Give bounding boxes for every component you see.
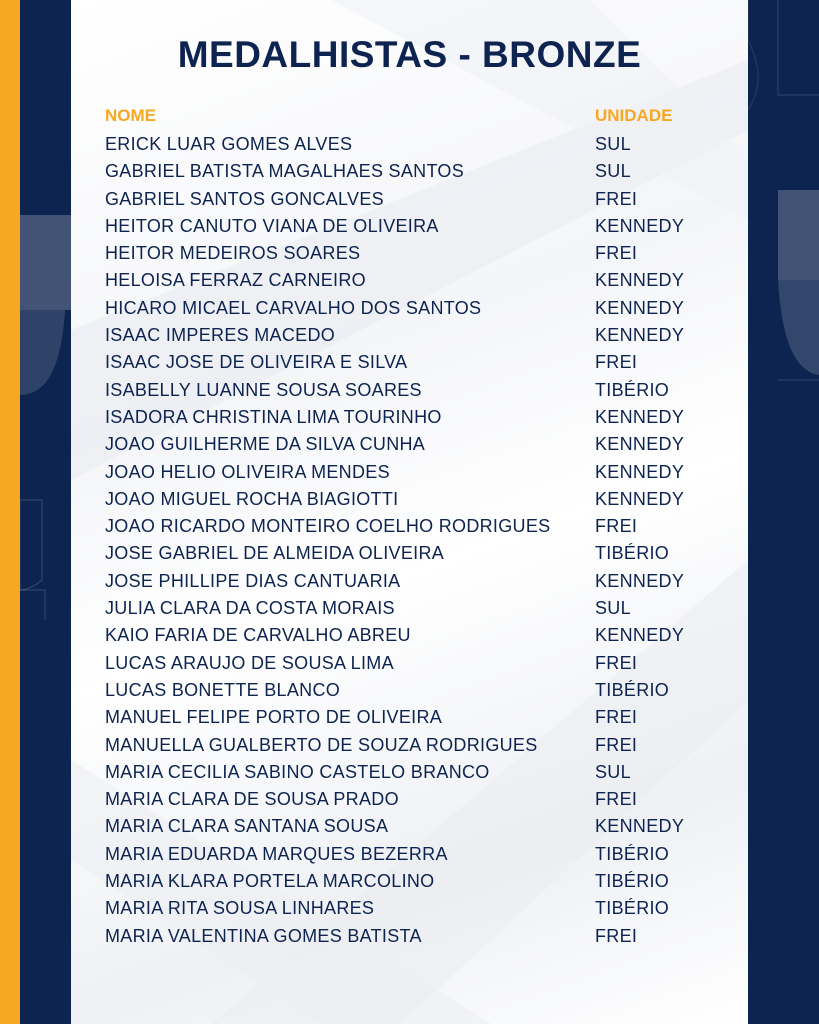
accent-stripe — [0, 0, 20, 1024]
medalists-table — [105, 131, 745, 950]
medalist-unit: FREI — [595, 707, 638, 728]
medalist-name: JOAO MIGUEL ROCHA BIAGIOTTI — [105, 488, 399, 509]
medalist-unit: FREI — [595, 789, 638, 810]
table-row — [105, 186, 745, 213]
medalist-name: MARIA VALENTINA GOMES BATISTA — [105, 925, 422, 946]
decorative-shapes-right — [748, 0, 819, 1024]
medalist-name: JOSE PHILLIPE DIAS CANTUARIA — [105, 570, 401, 591]
table-row — [105, 595, 745, 622]
medalist-unit: KENNEDY — [595, 297, 685, 318]
table-row — [105, 486, 745, 513]
medalist-name: MARIA KLARA PORTELA MARCOLINO — [105, 871, 435, 892]
medalist-name: LUCAS ARAUJO DE SOUSA LIMA — [105, 652, 394, 673]
medalist-name: MANUELLA GUALBERTO DE SOUZA RODRIGUES — [105, 734, 538, 755]
left-border-band — [20, 0, 71, 1024]
medalist-unit: FREI — [595, 188, 638, 209]
table-row — [105, 213, 745, 240]
table-row — [105, 622, 745, 649]
medalist-unit: KENNEDY — [595, 215, 685, 236]
table-row — [105, 868, 745, 895]
medalist-unit: KENNEDY — [595, 434, 685, 455]
medalist-name: MARIA EDUARDA MARQUES BEZERRA — [105, 843, 448, 864]
decorative-shapes-left — [20, 0, 71, 1024]
table-row — [105, 295, 745, 322]
column-header-unit: UNIDADE — [595, 106, 673, 125]
table-row — [105, 240, 745, 267]
medalist-name: JOSE GABRIEL DE ALMEIDA OLIVEIRA — [105, 543, 445, 564]
medalist-name: ISAAC IMPERES MACEDO — [105, 325, 336, 346]
medalist-name: ISADORA CHRISTINA LIMA TOURINHO — [105, 406, 442, 427]
table-row — [105, 841, 745, 868]
table-row — [105, 732, 745, 759]
table-row — [105, 349, 745, 376]
table-row — [105, 404, 745, 431]
table-row — [105, 540, 745, 567]
medalist-unit: KENNEDY — [595, 488, 685, 509]
medalist-unit: TIBÉRIO — [595, 898, 670, 919]
table-row — [105, 650, 745, 677]
medalist-unit: FREI — [595, 516, 638, 537]
medalist-name: ISABELLY LUANNE SOUSA SOARES — [105, 379, 422, 400]
medalist-name: MARIA CLARA DE SOUSA PRADO — [105, 789, 399, 810]
medalist-unit: SUL — [595, 161, 631, 182]
medalist-name: LUCAS BONETTE BLANCO — [105, 679, 341, 700]
table-row — [105, 131, 745, 158]
right-border-band — [748, 0, 819, 1024]
table-row — [105, 513, 745, 540]
medalist-name: MARIA CECILIA SABINO CASTELO BRANCO — [105, 761, 490, 782]
medalist-unit: KENNEDY — [595, 625, 685, 646]
medalist-unit: TIBÉRIO — [595, 871, 670, 892]
medalist-unit: FREI — [595, 652, 638, 673]
medalist-unit: SUL — [595, 134, 631, 154]
medalist-unit: KENNEDY — [595, 570, 685, 591]
medalist-unit: KENNEDY — [595, 406, 685, 427]
table-row — [105, 431, 745, 458]
table-row — [105, 677, 745, 704]
table-row — [105, 568, 745, 595]
medalist-name: ISAAC JOSE DE OLIVEIRA E SILVA — [105, 352, 408, 373]
medalist-name: GABRIEL SANTOS GONCALVES — [105, 188, 384, 209]
table-row — [105, 923, 745, 950]
medalist-name: JOAO GUILHERME DA SILVA CUNHA — [105, 434, 426, 455]
medalist-name: MARIA RITA SOUSA LINHARES — [105, 898, 375, 919]
table-row — [105, 813, 745, 840]
table-row — [105, 895, 745, 922]
table-row — [105, 786, 745, 813]
medalist-name: HELOISA FERRAZ CARNEIRO — [105, 270, 366, 291]
table-row — [105, 158, 745, 185]
table-row — [105, 704, 745, 731]
medalist-name: JOAO RICARDO MONTEIRO COELHO RODRIGUES — [105, 516, 551, 537]
medalist-name: ERICK LUAR GOMES ALVES — [105, 134, 353, 154]
medalist-unit: KENNEDY — [595, 325, 685, 346]
medalist-unit: TIBÉRIO — [595, 843, 670, 864]
medalist-name: MARIA CLARA SANTANA SOUSA — [105, 816, 389, 837]
medalist-name: JOAO HELIO OLIVEIRA MENDES — [105, 461, 390, 482]
medalist-unit: TIBÉRIO — [595, 679, 670, 700]
column-header-name: NOME — [105, 106, 156, 125]
medalist-unit: FREI — [595, 925, 638, 946]
medalist-unit: FREI — [595, 734, 638, 755]
medalist-unit: TIBÉRIO — [595, 379, 670, 400]
page-title: MEDALHISTAS - BRONZE — [177, 34, 642, 75]
medalist-name: JULIA CLARA DA COSTA MORAIS — [105, 598, 395, 619]
table-row — [105, 267, 745, 294]
medalist-unit: TIBÉRIO — [595, 543, 670, 564]
medalist-name: HICARO MICAEL CARVALHO DOS SANTOS — [105, 297, 482, 318]
medalist-unit: SUL — [595, 598, 631, 619]
table-row — [105, 322, 745, 349]
medalist-name: MANUEL FELIPE PORTO DE OLIVEIRA — [105, 707, 443, 728]
content-panel — [71, 0, 748, 1024]
medalist-name: GABRIEL BATISTA MAGALHAES SANTOS — [105, 161, 465, 182]
medalist-unit: KENNEDY — [595, 461, 685, 482]
medalist-unit: KENNEDY — [595, 816, 685, 837]
table-row — [105, 459, 745, 486]
medalist-name: HEITOR MEDEIROS SOARES — [105, 243, 361, 264]
medalist-unit: FREI — [595, 352, 638, 373]
medalist-unit: FREI — [595, 243, 638, 264]
medalist-unit: KENNEDY — [595, 270, 685, 291]
medalist-name: HEITOR CANUTO VIANA DE OLIVEIRA — [105, 215, 439, 236]
table-row — [105, 377, 745, 404]
table-row — [105, 759, 745, 786]
medalist-unit: SUL — [595, 761, 631, 782]
medalist-name: KAIO FARIA DE CARVALHO ABREU — [105, 625, 411, 646]
